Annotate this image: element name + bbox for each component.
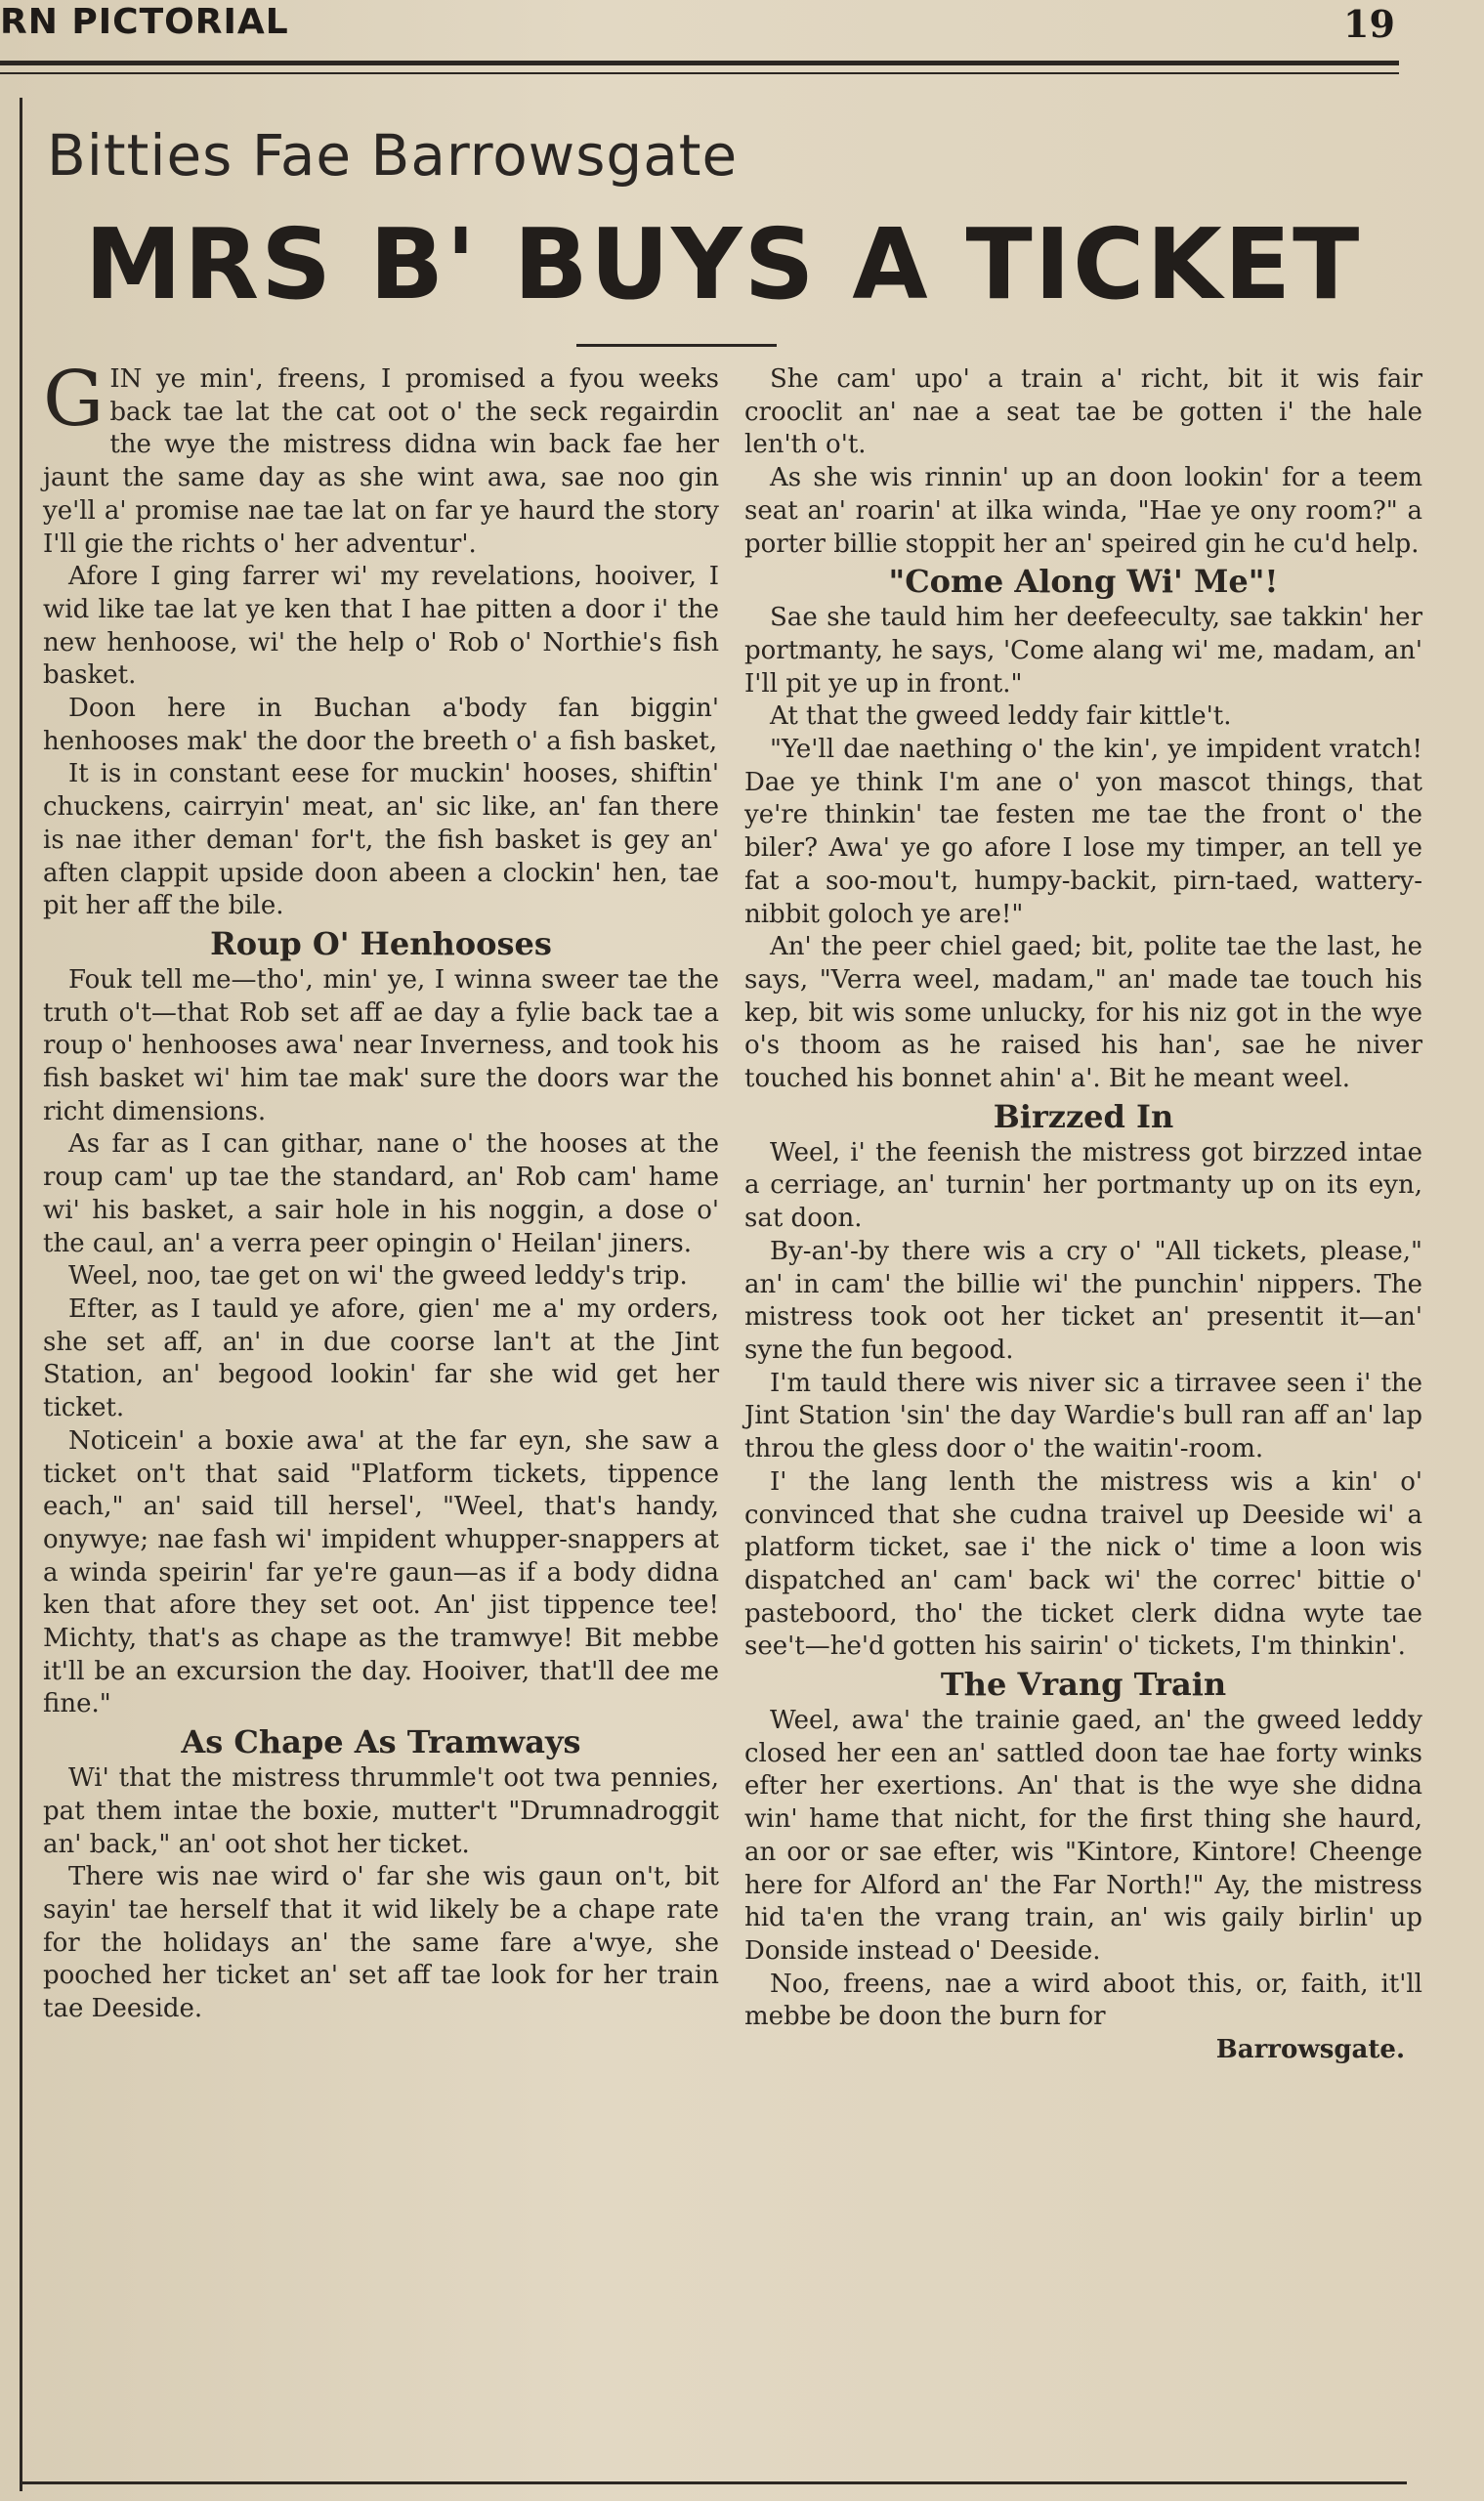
- subheading: Birzzed In: [993, 1097, 1174, 1135]
- paragraph: Doon here in Buchan a'body fan biggin' henhooses mak' the door the breeth o' a fish basket,: [43, 694, 719, 756]
- article-column-right: [744, 363, 1422, 2067]
- author-signature: Barrowsgate.: [1215, 2035, 1405, 2065]
- paragraph: Sae she tauld him her deefeeculty, sae takkin' her portmanty, he says, 'Come alang wi' me, madam, an' I'll pit ye up in front.": [744, 603, 1422, 699]
- paragraph: Fouk tell me—tho', min' ye, I winna sweer tae the truth o't—that Rob set aff ae day a fylie back tae a roup o' henhooses awa' near Inverness, and took his fish basket wi' him tae mak' sure the doors war the richt dimensions.: [43, 964, 719, 1126]
- headline: MRS B' BUYS A TICKET: [84, 207, 1362, 321]
- bottom-rule: [20, 2481, 1407, 2484]
- paragraph: Weel, i' the feenish the mistress got birzzed intae a cerriage, an' turnin' her portmanty up on its eyn, sat doon.: [744, 1137, 1422, 1234]
- column-border-rule: [20, 98, 22, 2491]
- paragraph: As far as I can githar, nane o' the hooses at the roup cam' up tae the standard, an' Rob cam' hame wi' his basket, a sair hole in his noggin, a dose o' the caul, an' a verra peer opingin o' Heilan' jiners.: [43, 1129, 719, 1258]
- publication-title: RN PICTORIAL: [0, 2, 289, 42]
- paragraph: At that the gweed leddy fair kittle't.: [770, 701, 1232, 732]
- headline-divider: [576, 344, 777, 347]
- paragraph: I' the lang lenth the mistress wis a kin' o' convinced that she cudna traivel up Deeside wi' a platform ticket, sae i' the nick o' time a loon wis dispatched an' cam' back wi' the correc' bittie o' pasteboord, tho' the ticket clerk didna wyte tae see't—he'd gotten his sairin' o' tickets, I'm thinkin'.: [744, 1466, 1422, 1662]
- series-title: Bitties Fae Barrowsgate: [47, 122, 739, 189]
- subheading: Roup O' Henhooses: [210, 924, 552, 962]
- paragraph: Weel, awa' the trainie gaed, an' the gweed leddy closed her een an' sattled doon tae hae forty winks efter her exertions. An' that is the wye she didna win' hame that nicht, for the first thing she haurd, an oor or sae efter, wis "Kintore, Kintore! Cheenge here for Alford an' the Far North!" Ay, the mistress hid ta'en the vrang train, an' wis gaily birlin' up Donside instead o' Deeside.: [744, 1706, 1422, 1966]
- paragraph: Noo, freens, nae a wird aboot this, or, faith, it'll mebbe be doon the burn for: [744, 1969, 1422, 2032]
- paragraph: She cam' upo' a train a' richt, bit it wis fair crooclit an' nae a seat tae be gotten i' the hale len'th o't.: [744, 364, 1422, 460]
- paragraph: As she wis rinnin' up an doon lookin' for a teem seat an' roarin' at ilka winda, "Hae ye ony room?" a porter billie stoppit her an' speired gin he cu'd help.: [744, 463, 1422, 559]
- paragraph: Wi' that the mistress thrummle't oot twa pennies, pat them intae the boxie, mutter't "Drumnadroggit an' back," an' oot shot her ticket.: [43, 1763, 719, 1859]
- paragraph: By-an'-by there wis a cry o' "All tickets, please," an' in cam' the billie wi' the punchin' nippers. The mistress took oot her ticket an' presentit it—an' syne the fun begood.: [744, 1236, 1422, 1365]
- paragraph: I'm tauld there wis niver sic a tirravee seen i' the Jint Station 'sin' the day Wardie's bull ran aff an' lap throu the gless door o' the waitin'-room.: [744, 1368, 1422, 1464]
- subheading: As Chape As Tramways: [181, 1723, 581, 1761]
- paragraph: An' the peer chiel gaed; bit, polite tae the last, he says, "Verra weel, madam," an' made tae touch his kep, bit wis some unlucky, for his niz got in the wye o's thoom as he raised his han', sae he niver touched his bonnet ahin' a'. Bit he meant weel.: [744, 932, 1422, 1094]
- subheading: The Vrang Train: [940, 1666, 1227, 1704]
- page-number: 19: [1343, 2, 1395, 46]
- subheading: "Come Along Wi' Me"!: [888, 563, 1279, 601]
- masthead-rule-thick: [0, 61, 1399, 65]
- paragraph: Efter, as I tauld ye afore, gien' me a' my orders, she set aff, an' in due coorse lan't at the Jint Station, an' begood lookin' far she wid get her ticket.: [43, 1293, 719, 1423]
- paragraph: It is in constant eese for muckin' hooses, shiftin' chuckens, cairryin' meat, an' sic like, an' fan there is nae ither deman' for't, the fish basket is gey an' aften clappit upside doon abeen a clockin' hen, tae pit her aff the bile.: [43, 759, 719, 921]
- masthead: [0, 0, 1426, 51]
- paragraph: Afore I ging farrer wi' my revelations, hooiver, I wid like tae lat ye ken that I hae pitten a door i' the new henhoose, wi' the help o' Rob o' Northie's fish basket.: [43, 562, 719, 691]
- paragraph: GIN ye min', freens, I promised a fyou weeks back tae lat the cat oot o' the seck regairdin the wye the mistress didna win back fae her jaunt the same day as she wint awa, sae noo gin ye'll a' promise nae tae lat on far ye haurd the story I'll gie the richts o' her adventur'.: [43, 356, 719, 559]
- paragraph: "Ye'll dae naething o' the kin', ye impident vratch! Dae ye think I'm ane o' yon mascot things, that ye're thinkin' tae festen me tae the front o' the biler? Awa' ye go afore I lose my timper, an tell ye fat a soo-mou't, humpy-backit, pirn-taed, wattery-nibbit goloch ye are!": [744, 735, 1422, 929]
- paragraph: There wis nae wird o' far she wis gaun on't, bit sayin' tae herself that it wid likely be a chape rate for the holidays an' the same fare a'wye, she pooched her ticket an' set aff tae look for her train tae Deeside.: [43, 1862, 719, 2024]
- paragraph: Weel, noo, tae get on wi' the gweed leddy's trip.: [68, 1261, 688, 1292]
- drop-cap: G: [43, 356, 105, 444]
- masthead-rule-thin: [0, 72, 1399, 74]
- paragraph: Noticein' a boxie awa' at the far eyn, she saw a ticket on't that said "Platform tickets, tippence each," an' said till hersel', "Weel, that's handy, onywye; nae fash wi' impident whupper-snappers at a winda speirin' far ye're gaun—as if a body didna ken that afore they set oot. An' jist tippence tee! Michty, that's as chape as the tramwye! Bit mebbe it'll be an excursion the day. Hooiver, that'll dee me fine.": [43, 1425, 719, 1719]
- article-column-left: [43, 356, 719, 2026]
